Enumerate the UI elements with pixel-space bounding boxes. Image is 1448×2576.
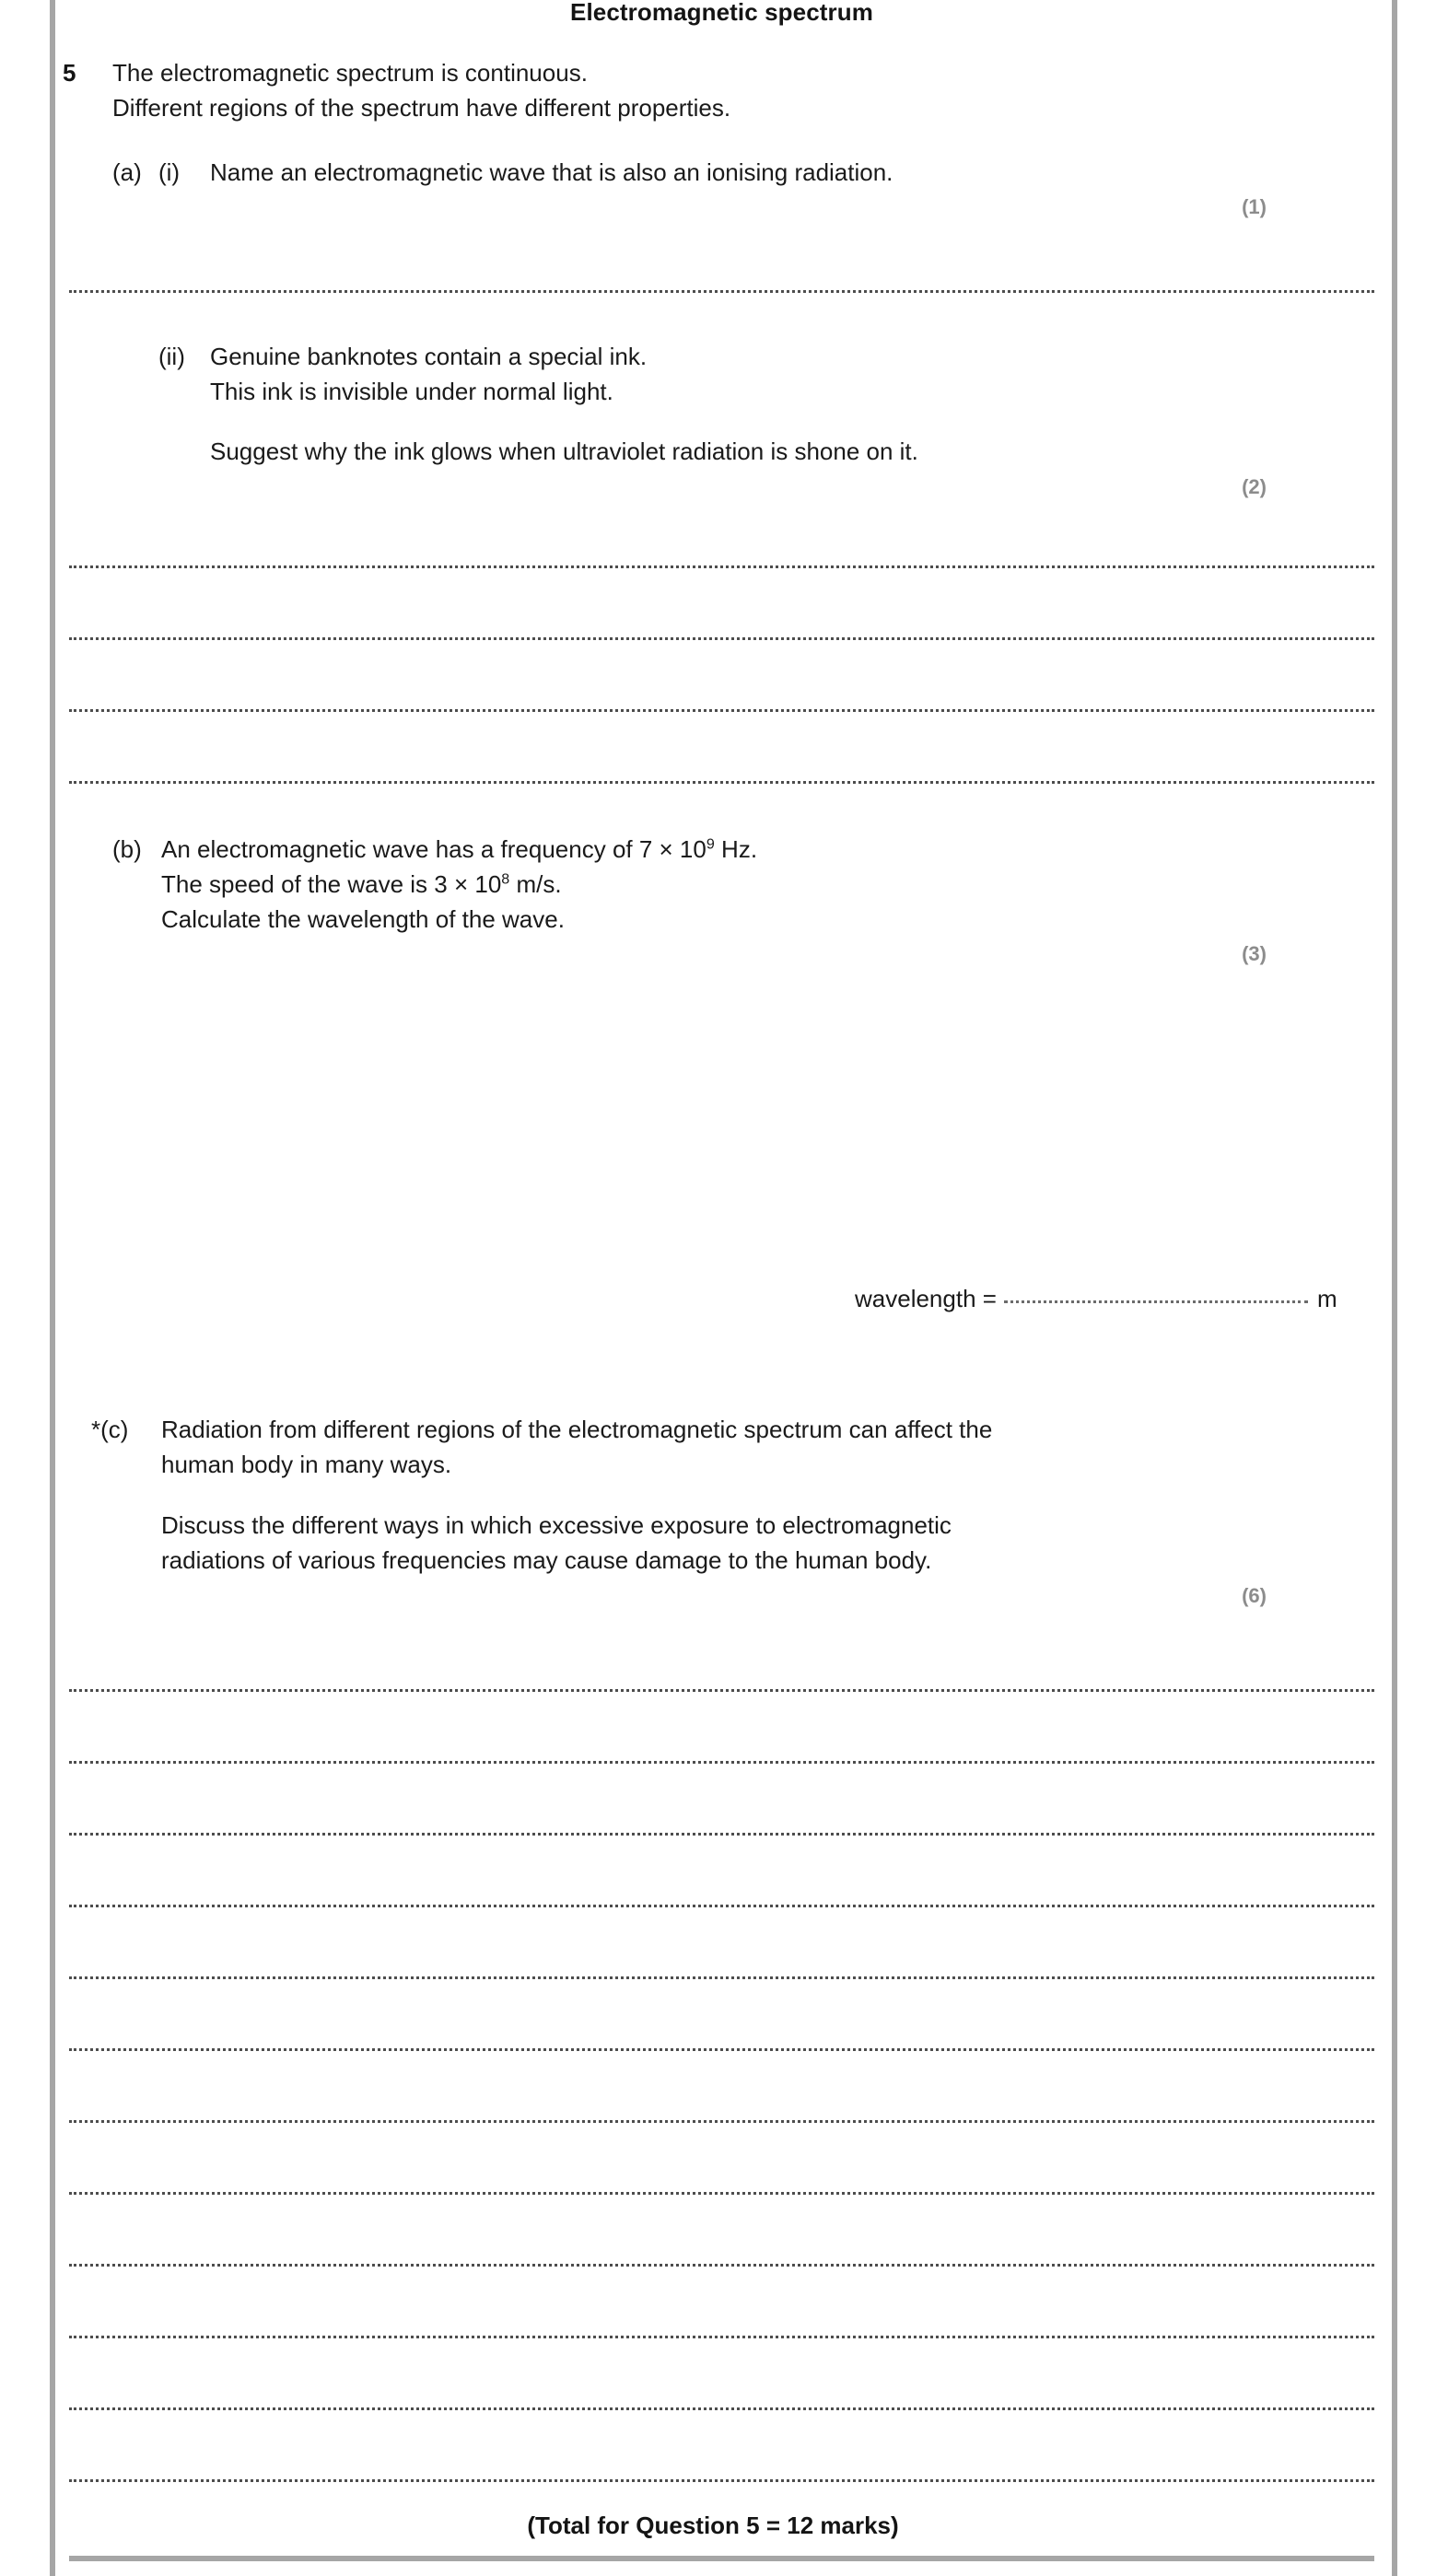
- part-a-ii-text-line-1: Genuine banknotes contain a special ink.: [210, 343, 648, 370]
- wavelength-unit: m: [1316, 1285, 1337, 1312]
- part-a-ii-marks: (2): [1242, 475, 1267, 498]
- part-c-text-line-2: human body in many ways.: [161, 1451, 452, 1478]
- part-c-label: *(c): [91, 1416, 129, 1443]
- answer-line[interactable]: [69, 2048, 1374, 2051]
- answer-line[interactable]: [69, 1833, 1374, 1836]
- section-title: Electromagnetic spectrum: [570, 0, 873, 26]
- part-c-text-line-1: Radiation from different regions of the electromagnetic spectrum can affect the: [161, 1416, 993, 1443]
- answer-line[interactable]: [69, 1761, 1374, 1764]
- page-border-right: [1392, 0, 1397, 2576]
- part-a-ii-text-line-2: This ink is invisible under normal light.: [210, 378, 613, 405]
- page-border-left: [50, 0, 55, 2576]
- answer-line[interactable]: [69, 1905, 1374, 1907]
- answer-line[interactable]: [69, 565, 1374, 568]
- question-number: 5: [63, 59, 76, 87]
- answer-line[interactable]: [69, 2264, 1374, 2267]
- page-border-bottom: [69, 2556, 1374, 2561]
- answer-line[interactable]: [69, 2120, 1374, 2123]
- part-b-line1-exponent: 9: [706, 835, 715, 853]
- answer-line[interactable]: [69, 2192, 1374, 2195]
- part-b-line2-exponent: 8: [501, 870, 510, 888]
- part-c-text-line-4: radiations of various frequencies may cause damage to the human body.: [161, 1546, 932, 1574]
- total-marks-footer: (Total for Question 5 = 12 marks): [527, 2512, 899, 2539]
- answer-line[interactable]: [69, 1976, 1374, 1979]
- part-c-marks: (6): [1242, 1584, 1267, 1607]
- part-c-text-line-3: Discuss the different ways in which excessive exposure to electromagnetic: [161, 1511, 952, 1539]
- part-b-line2-pre: The speed of the wave is 3 × 10: [161, 870, 502, 898]
- answer-line[interactable]: [69, 2407, 1374, 2410]
- part-b-line1-pre: An electromagnetic wave has a frequency of 7 × 10: [161, 835, 706, 863]
- part-a-i-label: (i): [158, 158, 181, 186]
- answer-line[interactable]: [69, 781, 1374, 784]
- answer-line[interactable]: [69, 709, 1374, 712]
- answer-line[interactable]: [69, 290, 1374, 293]
- answer-line[interactable]: [69, 2336, 1374, 2338]
- part-b-text-line-3: Calculate the wavelength of the wave.: [161, 905, 565, 933]
- part-b-line2-post: m/s.: [509, 870, 562, 898]
- question-stem-line-1: The electromagnetic spectrum is continuous.: [112, 59, 588, 87]
- part-a-ii-label: (ii): [158, 343, 185, 370]
- part-b-text-line-2: [161, 867, 1267, 902]
- answer-line[interactable]: [69, 1689, 1374, 1692]
- part-a-i-marks: (1): [1242, 195, 1267, 218]
- part-b-text-line-1: [161, 832, 1267, 867]
- part-a-label: (a): [112, 158, 142, 186]
- part-b-label: (b): [112, 835, 142, 863]
- answer-line[interactable]: [69, 637, 1374, 640]
- part-a-i-text: Name an electromagnetic wave that is also an ionising radiation.: [210, 158, 893, 186]
- part-b-line1-post: Hz.: [714, 835, 758, 863]
- question-stem-line-2: Different regions of the spectrum have different properties.: [112, 94, 731, 122]
- wavelength-answer-field[interactable]: [1004, 1288, 1308, 1303]
- answer-line[interactable]: [69, 2479, 1374, 2482]
- part-b-answer-row: [855, 1283, 1337, 1314]
- part-a-ii-text-line-3: Suggest why the ink glows when ultraviolet radiation is shone on it.: [210, 437, 918, 465]
- wavelength-label: wavelength =: [855, 1285, 997, 1312]
- part-b-marks: (3): [1242, 942, 1267, 965]
